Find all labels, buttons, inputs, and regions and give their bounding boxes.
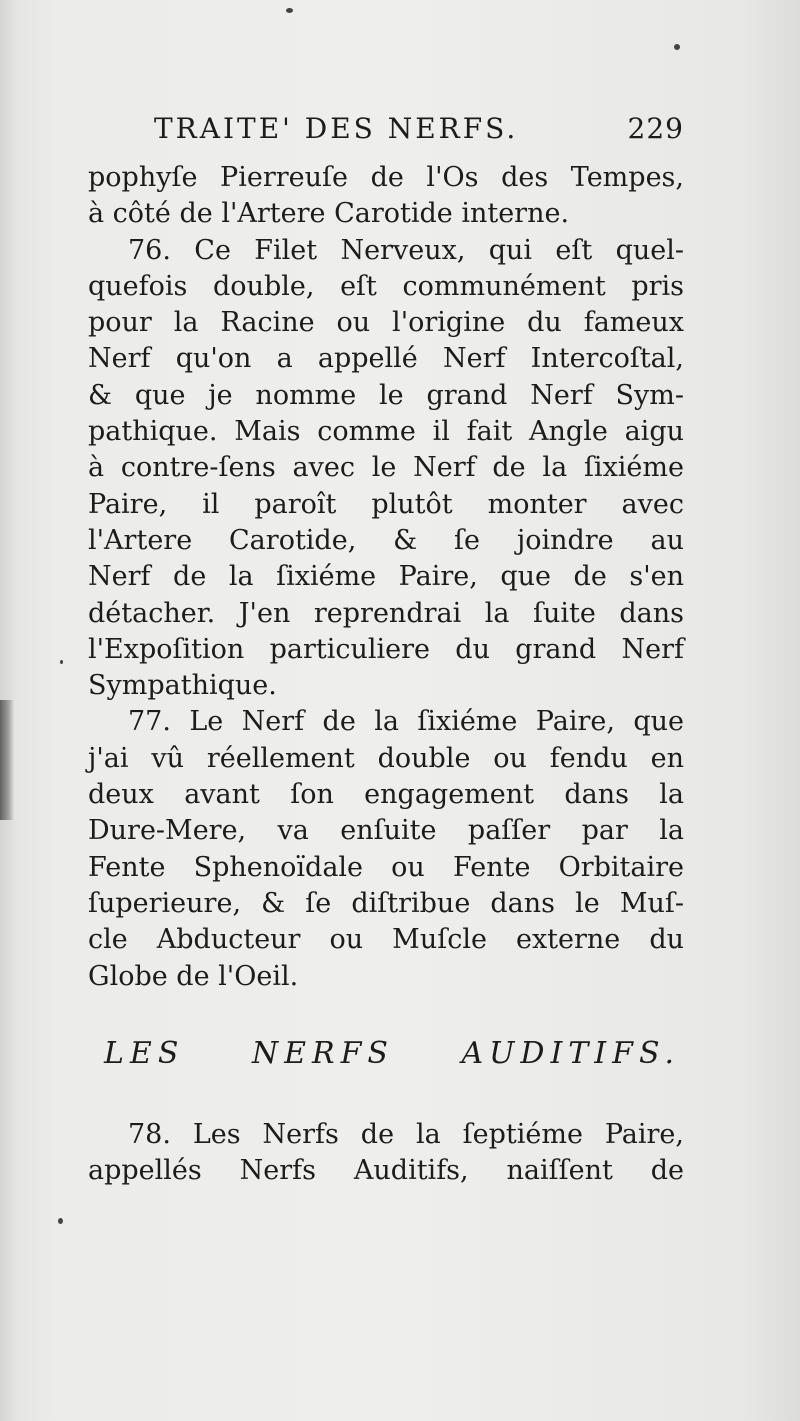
text-line: Paire, il paroît plutôt monter avec — [88, 488, 684, 520]
tail-paragraph — [88, 1117, 684, 1190]
page-number: 229 — [627, 112, 684, 145]
ink-speck — [60, 660, 63, 664]
text-line: 78. Les Nerfs de la ſeptiéme Paire, — [128, 1118, 684, 1150]
text-line: & que je nomme le grand Nerf Sym- — [88, 379, 684, 411]
ink-speck — [674, 44, 680, 50]
text-line: ſuperieure, & ſe diſtribue dans le Muſ- — [88, 887, 684, 919]
text-line: quefois double, eſt communément pris — [88, 270, 684, 302]
text-line: pathique. Mais comme il fait Angle aigu — [88, 416, 684, 448]
page-text — [88, 112, 684, 1189]
text-line: l'Artere Carotide, & ſe joindre au — [88, 524, 684, 556]
ink-speck — [286, 8, 293, 13]
binding-shadow — [0, 700, 14, 820]
text-line: deux avant ſon engagement dans la — [88, 779, 684, 811]
section-title: LES NERFS AUDITIFS. — [104, 1035, 680, 1071]
text-line: à contre-ſens avec le Nerf de la ſixiéme — [88, 452, 684, 484]
text-line: appellés Nerfs Auditifs, naiſſent de — [88, 1155, 684, 1187]
running-title: TRAITE' DES NERFS. — [154, 112, 519, 145]
text-line: détacher. J'en reprendrai la ſuite dans — [88, 597, 684, 629]
text-line: à côté de l'Artere Carotide interne. — [88, 198, 570, 230]
text-line: pour la Racine ou l'origine du fameux — [88, 307, 684, 339]
text-line: Nerf de la ſixiéme Paire, que de s'en — [88, 561, 684, 593]
text-line: pophyſe Pierreuſe de l'Os des Tempes, — [88, 162, 684, 193]
text-line: cle Abducteur ou Muſcle externe du — [88, 924, 684, 956]
text-line: j'ai vû réellement double ou fendu en — [88, 742, 684, 774]
text-line: l'Expoſition particuliere du grand Nerf — [88, 633, 684, 665]
text-line: Dure-Mere, va enſuite paſſer par la — [88, 815, 684, 847]
text-line: Sympathique. — [88, 670, 277, 702]
text-line: Globe de l'Oeil. — [88, 960, 299, 992]
text-line: 77. Le Nerf de la ſixiéme Paire, que — [128, 706, 684, 738]
body-paragraphs — [88, 160, 684, 995]
text-line: Fente Sphenoïdale ou Fente Orbitaire — [88, 851, 684, 883]
ink-speck — [58, 1218, 63, 1224]
text-line: 76. Ce Filet Nerveux, qui eſt quel- — [128, 234, 684, 266]
running-header — [88, 112, 684, 160]
text-line: Nerf qu'on a appellé Nerf Intercoſtal, — [88, 343, 684, 375]
